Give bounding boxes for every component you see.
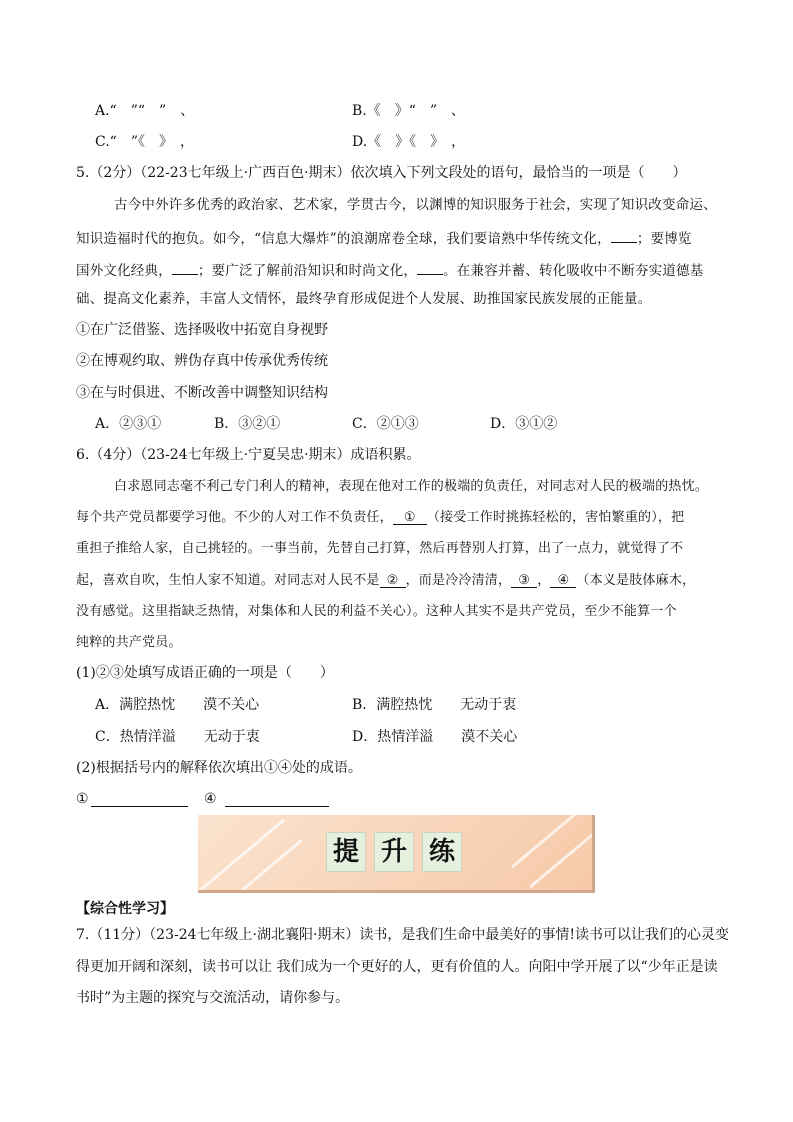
- q6-passage-text: ，: [537, 573, 551, 588]
- q5-option-d: D．③①②: [490, 416, 558, 432]
- q6-sub-question-1: (1)②③处填写成语正确的一项是（ ）: [76, 665, 334, 681]
- section-banner: [198, 815, 595, 893]
- q6-passage-line-3: 重担子推给人家，自己挑轻的。一事当前，先替自己打算，然后再替别人打算，出了一点力，就觉得了不: [76, 541, 684, 556]
- q7-line-3: 书时”为主题的探究与交流活动，请你参与。: [76, 990, 350, 1006]
- blank: [172, 258, 198, 275]
- blank-3: ③: [511, 571, 537, 588]
- q6-passage-line-1: 白求恩同志毫不利己专门利人的精神，表现在他对工作的极端的负责任，对同志对人民的极端的热忱。: [114, 479, 709, 494]
- blank: [611, 226, 637, 243]
- answer-blank-1[interactable]: [91, 806, 188, 807]
- option-d: D.《 》《 》 ，: [352, 134, 466, 150]
- q5-passage-text: 国外文化经典，: [76, 263, 172, 279]
- q5-passage-text: 知识造福时代的抱负。如今，“信息大爆炸”的浪潮席卷全球，我们要谙熟中华传统文化，: [76, 231, 611, 247]
- q5-option-b: B．③②①: [214, 416, 281, 432]
- q5-option-c: C．②①③: [352, 416, 419, 432]
- q6-passage-line-6: 纯粹的共产党员。: [76, 635, 182, 650]
- option-b: B.《 》“ ” 、: [352, 103, 466, 119]
- option-c: C.“ ”《 》 ，: [95, 134, 194, 150]
- answer-label-4: ④: [204, 791, 217, 807]
- option-a: A.“ ”“ ” 、: [95, 103, 195, 119]
- q6-sub1-option-b: B．满腔热忱 无动于衷: [352, 697, 517, 713]
- q5-option-a: A．②③①: [95, 416, 162, 432]
- q6-passage-text: （本义是肢体麻木，: [576, 573, 696, 588]
- q5-passage-text: ；要博览: [636, 231, 692, 247]
- q7-line-2: 得更加开阔和深刻，读书可以让 我们成为一个更好的人，更有价值的人。向阳中学开展了以“少年正是读: [76, 959, 718, 975]
- q6-passage-line-5: 没有感觉。这里指缺乏热情，对集体和人民的利益不关心）。这种人其实不是共产党员，至少不能算一个: [76, 604, 677, 619]
- q6-sub-question-2: (2)根据括号内的解释依次填出①④处的成语。: [76, 760, 362, 776]
- q5-item-3: ③在与时俱进、不断改善中调整知识结构: [76, 385, 328, 401]
- banner-char-3: 练: [422, 832, 462, 872]
- answer-label-1: ①: [76, 791, 89, 807]
- q6-passage-line-4: [76, 571, 695, 591]
- q6-sub1-option-c: C．热情洋溢 无动于衷: [95, 729, 260, 745]
- answer-blank-4[interactable]: [225, 806, 329, 807]
- q5-item-1: ①在广泛借鉴、选择吸收中拓宽自身视野: [76, 322, 328, 338]
- blank-1: ①: [393, 508, 427, 525]
- q6-passage-text: ，而是冷冷清清，: [405, 573, 512, 588]
- q5-passage-line-4: 础、提高文化素养，丰富人文情怀，最终孕育形成促进个人发展、助推国家民族发展的正能量。: [76, 291, 652, 307]
- q5-passage-line-1: 古今中外许多优秀的政治家、艺术家，学贯古今，以渊博的知识服务于社会，实现了知识改变命运、: [114, 197, 717, 213]
- q6-passage-text: 每个共产党员都要学习他。不少的人对工作不负责任，: [76, 510, 393, 525]
- section-heading: 【综合性学习】: [76, 901, 174, 917]
- q5-item-2: ②在博观约取、辨伪存真中传承优秀传统: [76, 353, 328, 369]
- blank-2: ②: [380, 571, 406, 588]
- q5-passage-line-2: [76, 226, 692, 249]
- q6-sub1-option-a: A．满腔热忱 漠不关心: [95, 697, 260, 713]
- blank: [417, 258, 443, 275]
- q6-passage-text: 起，喜欢自吹，生怕人家不知道。对同志对人民不是: [76, 573, 380, 588]
- banner-char-2: 升: [374, 832, 414, 872]
- q6-passage-line-2: [76, 508, 684, 528]
- blank-4: ④: [550, 571, 576, 588]
- q6-sub1-option-d: D．热情洋溢 漠不关心: [352, 729, 518, 745]
- question-6-stem: 6.（4分）（23-24七年级上·宁夏吴忠·期末）成语积累。: [76, 447, 421, 463]
- q5-passage-line-3: [76, 258, 703, 281]
- q5-passage-text: 。在兼容并蓄、转化吸收中不断夯实道德基: [443, 263, 704, 279]
- banner-char-1: 提: [326, 832, 366, 872]
- q6-passage-text: （接受工作时挑拣轻松的，害怕繁重的），把: [426, 510, 685, 525]
- banner-stripe: [198, 819, 285, 893]
- q5-passage-text: ；要广泛了解前沿知识和时尚文化，: [197, 263, 418, 279]
- q7-line-1: 7.（11分）（23-24七年级上·湖北襄阳·期末）读书，是我们生命中最美好的事情!读书可以让我们的心灵变: [76, 927, 730, 943]
- banner-stripe: [209, 839, 303, 893]
- question-5-stem: 5.（2分）（22-23七年级上·广西百色·期末）依次填入下列文段处的语句，最恰当的一项是（ ）: [76, 165, 687, 181]
